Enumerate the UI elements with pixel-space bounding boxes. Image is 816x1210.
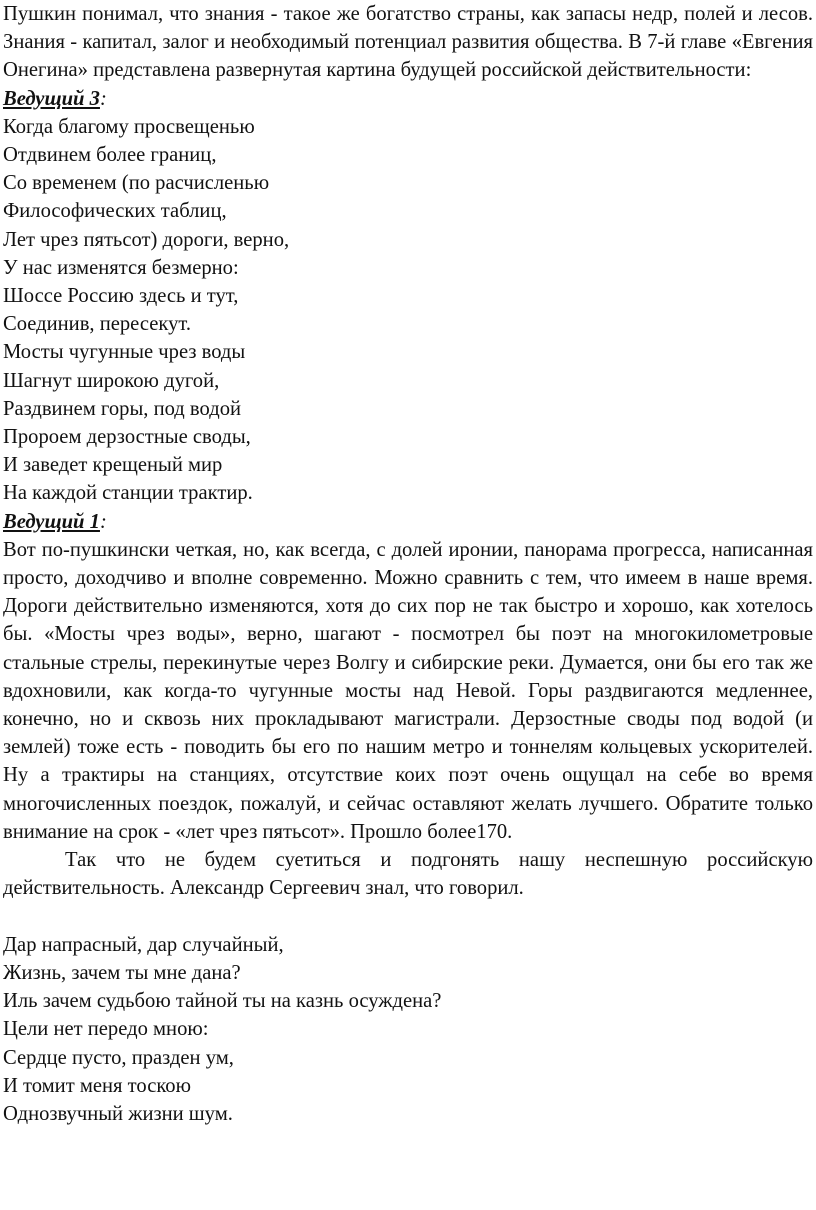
verse-line: Когда благому просвещенью [3,115,255,138]
verse-line: Сердце пусто, празден ум, [3,1046,234,1069]
verse-line: У нас изменятся безмерно: [3,256,239,279]
verse-line: Соединив, пересекут. [3,313,191,336]
verse-line: Однозвучный жизни шум. [3,1102,233,1125]
verse-line: Дар напрасный, дар случайный, [3,933,284,956]
verse-line: Шагнут широкою дугой, [3,369,220,392]
closing-paragraph: Так что не будем суетиться и подгонять нашу неспешную российскую действительность. Александр Сергеевич знал, что говорил. [3,849,813,900]
blank-line [3,903,813,931]
verse-line: Иль зачем судьбою тайной ты на казнь осуждена? [3,990,442,1013]
verse-line: Цели нет передо мною: [3,1018,209,1041]
speaker-name: Ведущий 3 [3,87,100,110]
verse-line: Со временем (по расчисленью [3,172,270,195]
verse-line: И заведет крещеный мир [3,454,223,477]
verse-line: Лет чрез пятьсот) дороги, верно, [3,228,290,251]
speaker-colon: : [99,87,107,110]
verse-line: Пророем дерзостные своды, [3,426,251,449]
intro-paragraph: Пушкин понимал, что знания - такое же богатство страны, как запасы недр, полей и лесов. Знания - капитал, залог и необходимый потенциал развития общества. В 7-й главе «Евгения Онегина» представлена развернутая картина будущей российской действительности: [3,3,813,82]
verse-line: Шоссе Россию здесь и тут, [3,285,239,308]
verse-block-2 [3,931,813,1128]
speaker-heading-1 [3,85,813,113]
verse-block-1 [3,113,813,508]
speaker-colon: : [99,510,107,533]
verse-line: Мосты чугунные чрез воды [3,341,246,364]
verse-line: Философических таблиц, [3,200,227,223]
verse-line: На каждой станции трактир. [3,482,253,505]
verse-line: Отдвинем более границ, [3,144,217,167]
verse-line: Раздвинем горы, под водой [3,397,242,420]
commentary-paragraph: Вот по-пушкински четкая, но, как всегда, с долей иронии, панорама прогресса, написанная просто, доходчиво и вполне современно. Можно сравнить с тем, что имеем в наше время. Дороги действительно изменяются, хотя до сих пор не так быстро и хорошо, как хотелось бы. «Мосты чрез воды», верно, шагают - посмотрел бы поэт на многокилометровые стальные стрелы, перекинутые через Волгу и сибирские реки. Думается, они бы его так же вдохновили, как когда-то чугунные мосты над Невой. Горы раздвигаются медленнее, конечно, но и сквозь них прокладывают магистрали. Дерзостные своды под водой (и землей) тоже есть - поводить бы его по нашим метро и тоннелям кольцевых ускорителей. Ну а трактиры на станциях, отсутствие коих поэт очень ощущал на себе во время многочисленных поездок, пожалуй, и сейчас оставляют желать лучшего. Обратите только внимание на срок - «лет чрез пятьсот». Прошло более170. [3,538,813,843]
speaker-heading-2 [3,508,813,536]
speaker-name: Ведущий 1 [3,510,100,533]
verse-line: И томит меня тоскою [3,1074,191,1097]
verse-line: Жизнь, зачем ты мне дана? [3,961,241,984]
